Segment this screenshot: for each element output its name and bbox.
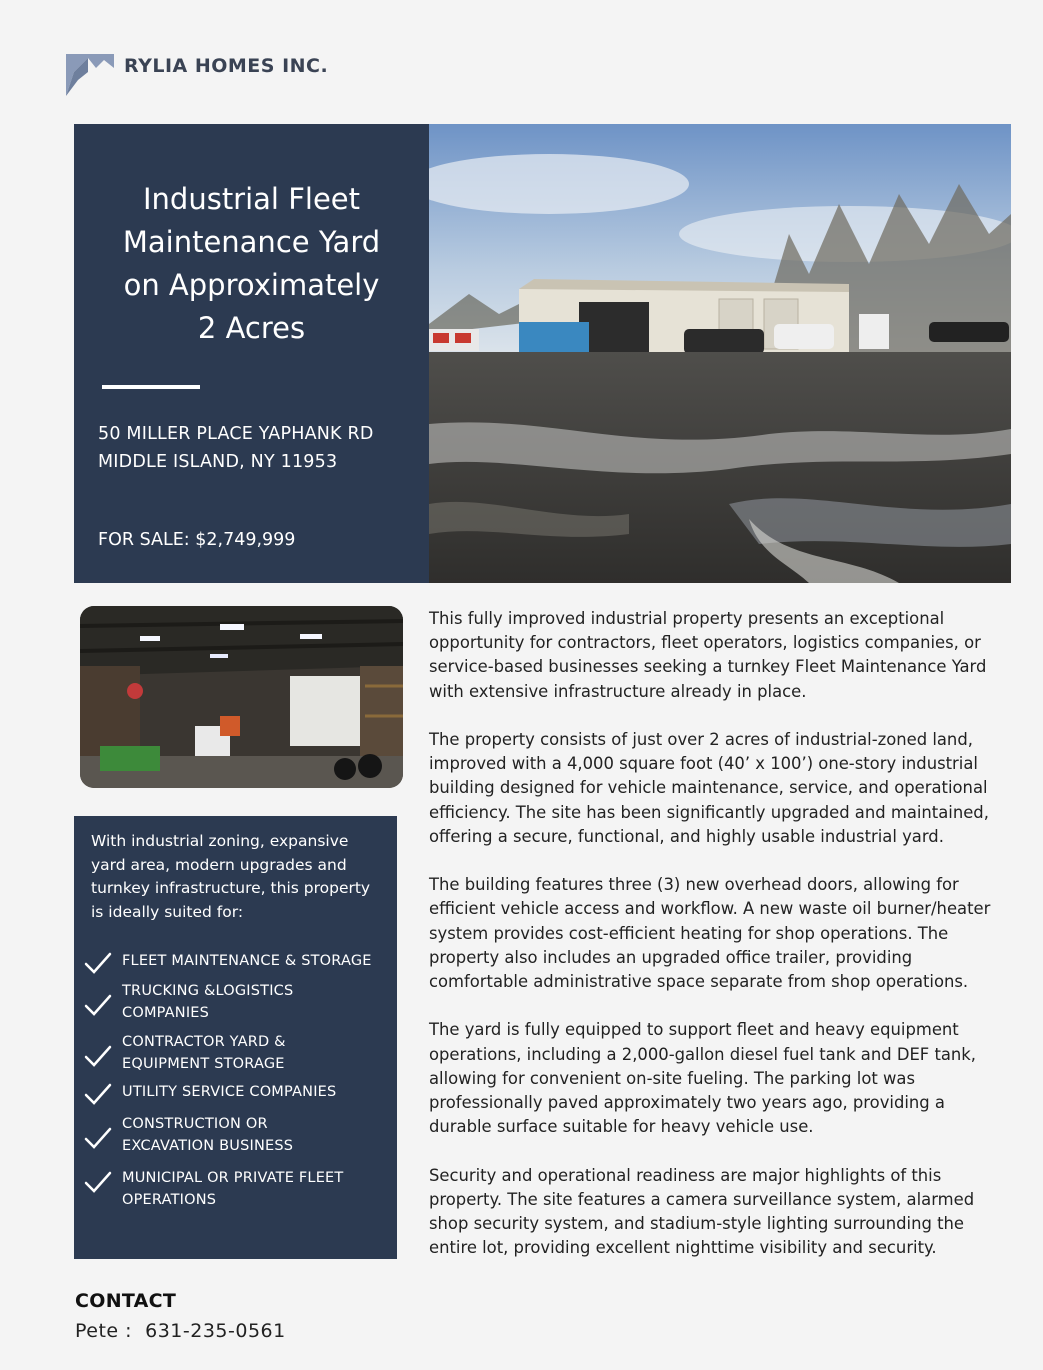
checkmark-icon	[84, 1171, 112, 1193]
hero-panel	[74, 124, 429, 583]
description-paragraph: This fully improved industrial property presents an exceptional opportunity for contractors, fleet operators, logistics companies, or service-based businesses seeking a turnkey Fleet Maintenance Yard with extensive infrastructure already in place.	[429, 609, 987, 701]
brand-logo	[66, 50, 328, 96]
shop-photo-illustration	[80, 606, 403, 788]
checkmark-icon	[84, 952, 112, 974]
checkmark-icon	[84, 1083, 112, 1105]
description-paragraph: Security and operational readiness are major highlights of this property. The site features a camera surveillance system, alarmed shop security system, and stadium-style lighting surrounding the entire lot, providing excellent nighttime visibility and security.	[429, 1165, 975, 1258]
roof-logo-icon	[66, 50, 114, 96]
title-divider	[102, 385, 200, 389]
description-paragraph: The property consists of just over 2 acres of industrial-zoned land, improved with a 4,000 square foot (40’ x 100’) one-story industrial building designed for vehicle maintenance, service, and operational efficiency. The site has been significantly upgraded and maintained, offering a secure, functional, and highly usable industrial yard.	[429, 730, 989, 846]
shop-interior-photo	[80, 606, 403, 788]
checkmark-icon	[84, 1045, 112, 1067]
yard-exterior-photo	[429, 124, 1011, 583]
listing-title: Industrial Fleet Maintenance Yard on Approximately 2 Acres	[122, 182, 381, 345]
property-description	[429, 607, 1009, 1285]
description-paragraph: The building features three (3) new overhead doors, allowing for efficient vehicle access and workflow. A new waste oil burner/heater system provides cost-efficient heating for shop operations. The property also includes an upgraded office trailer, providing comfortable administrative space separate from shop operations.	[429, 875, 991, 992]
property-address: 50 MILLER PLACE YAPHANK RD MIDDLE ISLAND, NY 11953	[98, 424, 374, 472]
contact-heading: CONTACT	[75, 1290, 177, 1312]
checkmark-icon	[84, 1127, 112, 1149]
sale-price: FOR SALE: $2,749,999	[98, 530, 296, 550]
ideal-uses-intro: With industrial zoning, expansive yard area, modern upgrades and turnkey infrastructure, this property is ideally suited for:	[91, 832, 371, 921]
contact-phone[interactable]: Pete : 631-235-0561	[75, 1320, 286, 1342]
brand-name: RYLIA HOMES INC.	[124, 55, 329, 77]
checkmark-icon	[84, 994, 112, 1016]
yard-photo-illustration	[429, 124, 1011, 583]
description-paragraph: The yard is fully equipped to support fleet and heavy equipment operations, including a 2,000-gallon diesel fuel tank and DEF tank, allowing for convenient on-site fueling. The parking lot was professionally paved approximately two years ago, providing a durable surface suitable for heavy vehicle use.	[429, 1020, 977, 1137]
ideal-uses-panel: With industrial zoning, expansive yard area, modern upgrades and turnkey infrastructure, this property is ideally suited for: FLEET MAINTENANCE & STORAGE TRUCKING &LOGISTICS COMPANIES CONTRACTOR YARD & EQUIPMENT STORAGE UTILITY SERVICE COMPANIES CONSTRUCTION OR EXCAVATION BUSINESS MUNICIPAL OR PRIVATE FLEET OPERATIONS	[74, 816, 397, 1259]
